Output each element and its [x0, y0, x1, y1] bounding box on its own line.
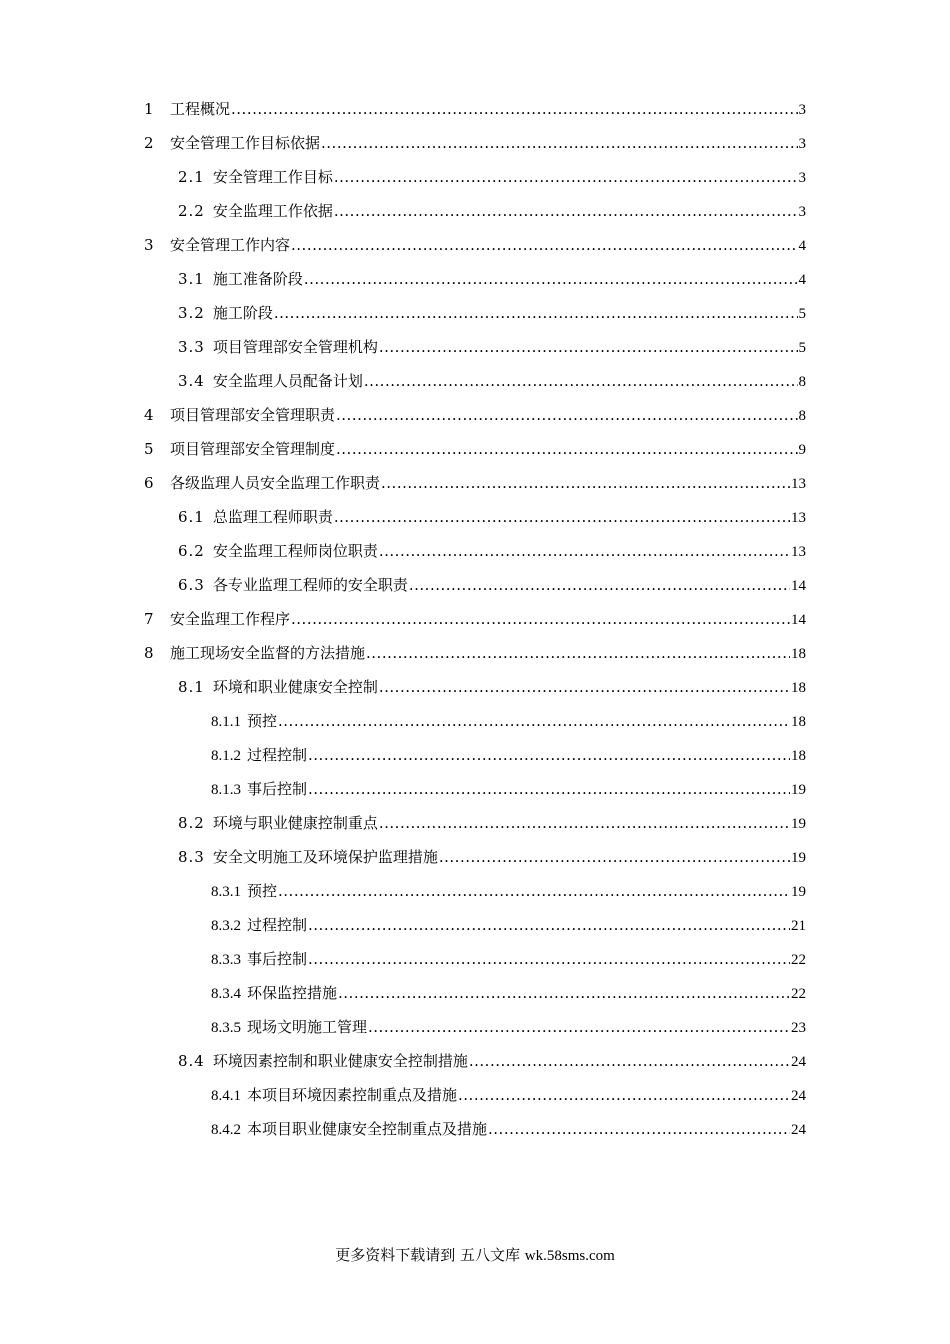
toc-entry-title: [178, 194, 333, 228]
toc-entry-page: 9: [798, 441, 806, 458]
toc-entry-title: [178, 806, 378, 840]
toc-entry-number: 8.3: [178, 847, 205, 866]
toc-entry-text: 项目管理部安全管理制度: [170, 439, 336, 458]
toc-entry-title: [170, 466, 380, 500]
toc-entry[interactable]: [0, 1044, 950, 1078]
dot-leader: [291, 228, 797, 262]
dot-leader: [439, 840, 790, 874]
toc-entry-title: [211, 908, 307, 943]
toc-entry-text: 本项目环境因素控制重点及措施: [247, 1085, 458, 1104]
dot-leader: [469, 1044, 790, 1078]
toc-entry-body: [178, 194, 806, 229]
toc-entry-page: 18: [791, 747, 806, 764]
toc-entry-page: 14: [791, 577, 806, 594]
table-of-contents: [0, 92, 950, 1146]
toc-entry-text: 本项目职业健康安全控制重点及措施: [247, 1119, 488, 1138]
toc-entry-number: 8.1.3: [211, 781, 241, 798]
toc-entry-text: 现场文明施工管理: [247, 1017, 368, 1036]
footer-url[interactable]: wk.58sms.com: [524, 1248, 615, 1264]
toc-entry-number: 8.3.4: [211, 985, 241, 1002]
dot-leader: [379, 670, 790, 704]
toc-entry-body: [211, 976, 806, 1011]
dot-leader: [336, 398, 797, 432]
toc-entry-text: 安全管理工作目标依据: [170, 133, 321, 152]
toc-entry-page: 4: [798, 271, 806, 288]
toc-entry-text: 安全监理人员配备计划: [212, 371, 363, 390]
dot-leader: [334, 160, 798, 194]
toc-entry-title: [211, 1010, 367, 1045]
toc-entry-text: 各专业监理工程师的安全职责: [212, 575, 408, 594]
toc-entry-number: 6.3: [178, 575, 205, 594]
toc-entry-text: 环境和职业健康安全控制: [212, 677, 378, 696]
toc-entry-body: [178, 500, 806, 535]
toc-entry-page: 13: [791, 475, 806, 492]
dot-leader: [304, 262, 798, 296]
dot-leader: [338, 976, 790, 1010]
toc-entry-title: [170, 126, 320, 160]
toc-entry-body: [170, 228, 806, 263]
toc-entry-number: 8.4.1: [211, 1087, 241, 1104]
toc-entry-title: [211, 874, 277, 909]
toc-entry[interactable]: [0, 262, 950, 296]
toc-entry[interactable]: [0, 160, 950, 194]
toc-entry-body: [211, 874, 806, 909]
toc-entry-page: 3: [798, 203, 806, 220]
toc-entry-page: 21: [791, 917, 806, 934]
toc-entry-title: [170, 602, 290, 636]
toc-entry-page: 19: [791, 849, 806, 866]
toc-entry-body: [178, 568, 806, 603]
dot-leader: [364, 364, 798, 398]
toc-entry-number: 2.1: [178, 167, 205, 186]
toc-entry-body: [211, 942, 806, 977]
toc-entry-body: [170, 398, 806, 433]
dot-leader: [231, 92, 797, 126]
toc-entry-body: [178, 1044, 806, 1079]
toc-entry[interactable]: [0, 568, 950, 602]
toc-entry-text: 施工现场安全监督的方法措施: [170, 643, 366, 662]
toc-entry-body: [178, 160, 806, 195]
dot-leader: [368, 1010, 790, 1044]
toc-entry-number: 6.1: [178, 507, 205, 526]
toc-entry[interactable]: [0, 942, 950, 976]
toc-entry-number: 8.3.3: [211, 951, 241, 968]
toc-entry-page: 13: [791, 509, 806, 526]
toc-entry-title: [211, 772, 307, 807]
dot-leader: [379, 330, 798, 364]
toc-entry[interactable]: [0, 126, 950, 160]
toc-entry-page: 19: [791, 815, 806, 832]
toc-entry[interactable]: [0, 466, 950, 500]
toc-entry-title: [178, 364, 363, 398]
toc-entry[interactable]: [0, 364, 950, 398]
toc-entry-body: [170, 602, 806, 637]
toc-entry-page: 5: [798, 305, 806, 322]
footer-text: 更多资料下载请到 五八文库: [335, 1246, 520, 1264]
toc-entry-page: 19: [791, 883, 806, 900]
toc-entry-number: 6.2: [178, 541, 205, 560]
toc-entry-number: 8.1: [178, 677, 205, 696]
toc-entry-title: [170, 398, 335, 432]
toc-entry-page: 24: [791, 1053, 806, 1070]
toc-entry-text: 项目管理部安全管理职责: [170, 405, 336, 424]
toc-entry[interactable]: [0, 976, 950, 1010]
toc-entry-text: 安全监理工作程序: [170, 609, 291, 628]
toc-entry-number: 3.1: [178, 269, 205, 288]
toc-entry-number: 8.3.2: [211, 917, 241, 934]
toc-entry[interactable]: [0, 92, 950, 126]
footer: [0, 1244, 950, 1265]
toc-entry-number: 8.2: [178, 813, 205, 832]
toc-entry-body: [178, 534, 806, 569]
toc-entry-title: [211, 1112, 487, 1147]
toc-entry[interactable]: [0, 228, 950, 262]
dot-leader: [321, 126, 797, 160]
toc-entry-text: 事后控制: [247, 949, 308, 968]
toc-entry-number: 2: [144, 134, 154, 152]
toc-entry-body: [170, 126, 806, 161]
dot-leader: [458, 1078, 790, 1112]
toc-entry-number: 8.1.2: [211, 747, 241, 764]
toc-entry-page: 18: [791, 713, 806, 730]
toc-entry[interactable]: [0, 704, 950, 738]
toc-entry-number: 3: [144, 236, 154, 254]
toc-entry-title: [170, 432, 335, 466]
toc-entry-text: 过程控制: [247, 745, 308, 764]
toc-entry-title: [178, 500, 333, 534]
toc-entry-text: 事后控制: [247, 779, 308, 798]
toc-entry[interactable]: [0, 500, 950, 534]
toc-entry-body: [170, 92, 806, 127]
toc-entry-page: 23: [791, 1019, 806, 1036]
toc-entry-page: 24: [791, 1087, 806, 1104]
toc-entry-number: 3.4: [178, 371, 205, 390]
toc-entry-number: 5: [144, 440, 154, 458]
toc-entry-page: 22: [791, 985, 806, 1002]
toc-entry[interactable]: [0, 432, 950, 466]
toc-entry-number: 1: [144, 100, 154, 118]
toc-entry[interactable]: [0, 806, 950, 840]
toc-entry-title: [211, 1078, 457, 1113]
toc-entry-title: [178, 670, 378, 704]
toc-entry-body: [211, 1112, 806, 1147]
toc-entry-text: 安全管理工作内容: [170, 235, 291, 254]
toc-entry-number: 8.4.2: [211, 1121, 241, 1138]
toc-entry-number: 4: [144, 406, 154, 424]
toc-entry-text: 过程控制: [247, 915, 308, 934]
toc-entry[interactable]: [0, 194, 950, 228]
dot-leader: [381, 466, 790, 500]
toc-entry[interactable]: [0, 1112, 950, 1146]
toc-entry-text: 各级监理人员安全监理工作职责: [170, 473, 381, 492]
toc-entry-body: [211, 704, 806, 739]
toc-entry-title: [170, 228, 290, 262]
toc-entry-number: 7: [144, 610, 154, 628]
toc-entry[interactable]: [0, 296, 950, 330]
toc-entry-title: [178, 534, 378, 568]
toc-entry-text: 安全监理工作依据: [212, 201, 333, 220]
toc-entry-page: 24: [791, 1121, 806, 1138]
dot-leader: [488, 1112, 790, 1146]
toc-entry[interactable]: [0, 670, 950, 704]
toc-entry-title: [178, 160, 333, 194]
toc-entry[interactable]: [0, 840, 950, 874]
toc-entry-body: [178, 296, 806, 331]
toc-entry-number: 2.2: [178, 201, 205, 220]
dot-leader: [336, 432, 797, 466]
toc-entry-body: [178, 806, 806, 841]
toc-entry[interactable]: [0, 772, 950, 806]
toc-entry-page: 18: [791, 645, 806, 662]
toc-entry-text: 环境因素控制和职业健康安全控制措施: [212, 1051, 468, 1070]
toc-entry-title: [178, 330, 378, 364]
toc-entry-page: 3: [798, 169, 806, 186]
toc-entry-page: 19: [791, 781, 806, 798]
dot-leader: [308, 738, 790, 772]
toc-entry[interactable]: [0, 738, 950, 772]
dot-leader: [308, 908, 790, 942]
toc-entry-text: 安全监理工程师岗位职责: [212, 541, 378, 560]
toc-entry-page: 4: [798, 237, 806, 254]
toc-entry-body: [170, 466, 806, 501]
toc-entry[interactable]: [0, 398, 950, 432]
toc-entry-page: 14: [791, 611, 806, 628]
toc-entry[interactable]: [0, 534, 950, 568]
dot-leader: [409, 568, 790, 602]
dot-leader: [308, 942, 790, 976]
toc-entry-number: 6: [144, 474, 154, 492]
toc-entry-body: [178, 840, 806, 875]
toc-entry-body: [178, 670, 806, 705]
toc-entry[interactable]: [0, 636, 950, 670]
toc-entry-text: 环境与职业健康控制重点: [212, 813, 378, 832]
toc-entry-text: 安全管理工作目标: [212, 167, 333, 186]
dot-leader: [379, 806, 790, 840]
toc-entry-title: [178, 840, 438, 874]
toc-entry-title: [211, 738, 307, 773]
toc-entry-body: [178, 364, 806, 399]
toc-entry-page: 3: [798, 135, 806, 152]
toc-entry-number: 3.2: [178, 303, 205, 322]
toc-entry-number: 8: [144, 644, 154, 662]
toc-entry[interactable]: [0, 330, 950, 364]
toc-entry-body: [211, 1010, 806, 1045]
toc-entry-page: 8: [798, 373, 806, 390]
toc-entry-text: 项目管理部安全管理机构: [212, 337, 378, 356]
toc-entry-title: [211, 704, 277, 739]
toc-entry-body: [170, 636, 806, 671]
toc-entry[interactable]: [0, 874, 950, 908]
toc-entry-text: 环保监控措施: [247, 983, 338, 1002]
dot-leader: [308, 772, 790, 806]
toc-entry-text: 安全文明施工及环境保护监理措施: [212, 847, 438, 866]
dot-leader: [274, 296, 798, 330]
dot-leader: [379, 534, 790, 568]
toc-entry-number: 8.3.1: [211, 883, 241, 900]
toc-entry-title: [211, 976, 337, 1011]
toc-entry-number: 8.4: [178, 1051, 205, 1070]
toc-entry[interactable]: [0, 1010, 950, 1044]
toc-entry-title: [170, 92, 230, 126]
toc-entry-body: [170, 432, 806, 467]
toc-entry-title: [170, 636, 365, 670]
toc-entry-body: [178, 330, 806, 365]
toc-entry[interactable]: [0, 908, 950, 942]
toc-entry-title: [211, 942, 307, 977]
toc-entry-page: 3: [798, 101, 806, 118]
dot-leader: [334, 500, 790, 534]
toc-entry-body: [211, 738, 806, 773]
toc-entry-number: 3.3: [178, 337, 205, 356]
toc-entry-text: 工程概况: [170, 99, 231, 118]
toc-entry-text: 预控: [247, 711, 278, 730]
dot-leader: [278, 874, 790, 908]
toc-entry-page: 8: [798, 407, 806, 424]
toc-entry[interactable]: [0, 602, 950, 636]
dot-leader: [278, 704, 790, 738]
toc-entry-number: 8.3.5: [211, 1019, 241, 1036]
toc-entry-page: 22: [791, 951, 806, 968]
dot-leader: [334, 194, 798, 228]
toc-entry-title: [178, 568, 408, 602]
toc-entry-title: [178, 296, 273, 330]
dot-leader: [291, 602, 790, 636]
toc-entry-page: 5: [798, 339, 806, 356]
toc-entry-number: 8.1.1: [211, 713, 241, 730]
toc-entry-body: [211, 1078, 806, 1113]
toc-entry[interactable]: [0, 1078, 950, 1112]
toc-entry-page: 18: [791, 679, 806, 696]
toc-entry-title: [178, 1044, 468, 1078]
toc-entry-text: 总监理工程师职责: [212, 507, 333, 526]
toc-entry-text: 施工阶段: [212, 303, 273, 322]
toc-entry-title: [178, 262, 303, 296]
toc-entry-body: [178, 262, 806, 297]
toc-entry-body: [211, 772, 806, 807]
toc-entry-text: 施工准备阶段: [212, 269, 303, 288]
toc-entry-page: 13: [791, 543, 806, 560]
dot-leader: [366, 636, 790, 670]
toc-entry-body: [211, 908, 806, 943]
toc-entry-text: 预控: [247, 881, 278, 900]
